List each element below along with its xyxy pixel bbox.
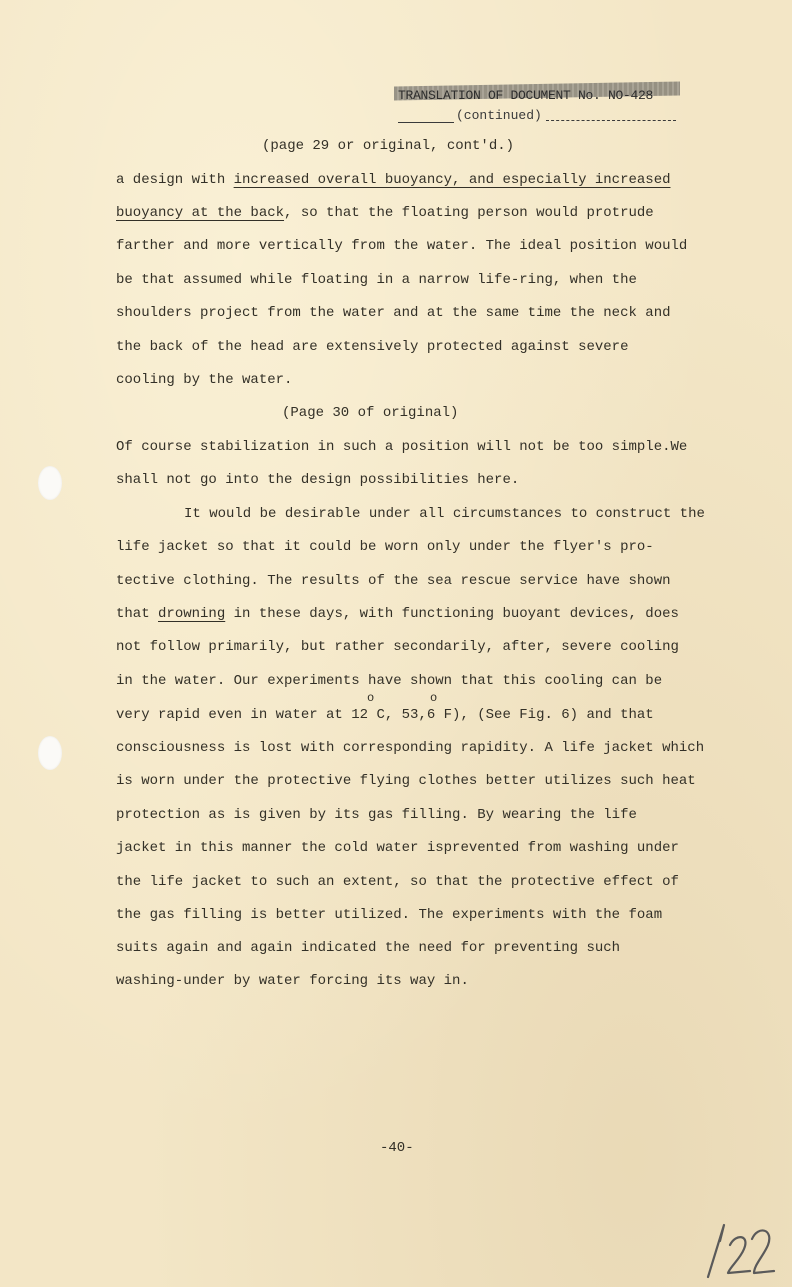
text-line-3: [116, 205, 654, 221]
text-segment: a design with: [116, 172, 234, 188]
text-segment: that: [116, 606, 159, 622]
text-line-24: the gas filling is better utilized. The experiments with the foam: [116, 907, 663, 923]
text-line-22: jacket in this manner the cold water isprevented from washing under: [116, 840, 679, 856]
page-reference-30: (Page 30 of original): [282, 405, 459, 421]
text-line-19: consciousness is lost with corresponding rapidity. A life jacket which: [116, 740, 705, 756]
stamp-continued: (continued): [456, 108, 542, 123]
degree-mark-celsius: o: [367, 691, 375, 705]
text-line-25: suits again and again indicated the need for preventing such: [116, 940, 621, 956]
text-line-18: very rapid even in water at 12 C, 53,6 F), (See Fig. 6) and that: [116, 707, 654, 723]
text-line-7: the back of the head are extensively protected against severe: [116, 339, 629, 355]
text-line-23: the life jacket to such an extent, so that the protective effect of: [116, 874, 679, 890]
text-line-15: [116, 606, 679, 622]
text-line-21: protection as is given by its gas filling. By wearing the life: [116, 807, 637, 823]
text-line-5: be that assumed while floating in a narrow life-ring, when the: [116, 272, 637, 288]
handwritten-page-number: [700, 1215, 780, 1281]
page-reference-29: (page 29 or original, cont'd.): [262, 138, 515, 154]
underlined-phrase: buoyancy at the back: [116, 205, 285, 221]
text-line-13: life jacket so that it could be worn only under the flyer's pro-: [116, 539, 654, 555]
text-line-4: farther and more vertically from the water. The ideal position would: [116, 238, 688, 254]
degree-mark-fahrenheit: o: [430, 691, 438, 705]
text-line-2: [116, 172, 671, 188]
stamp-rule-left: [398, 122, 454, 123]
text-line-6: shoulders project from the water and at the same time the neck and: [116, 305, 671, 321]
text-line-10: Of course stabilization in such a position will not be too simple.We: [116, 439, 688, 455]
text-line-16: not follow primarily, but rather secondarily, after, severe cooling: [116, 639, 679, 655]
text-line-8: cooling by the water.: [116, 372, 293, 388]
translation-stamp: [394, 84, 684, 132]
stamp-title: TRANSLATION OF DOCUMENT No. NO-428: [398, 88, 654, 103]
underlined-word: drowning: [158, 606, 226, 622]
text-line-26: washing-under by water forcing its way in.: [116, 973, 469, 989]
text-line-11: shall not go into the design possibilities here.: [116, 472, 520, 488]
text-segment: , so that the floating person would protrude: [284, 205, 654, 221]
punch-hole-upper: [38, 466, 62, 500]
page-number: -40-: [380, 1140, 414, 1156]
text-line-17: in the water. Our experiments have shown that this cooling can be: [116, 673, 663, 689]
underlined-phrase: increased overall buoyancy, and especially increased: [233, 172, 671, 188]
text-line-20: is worn under the protective flying clothes better utilizes such heat: [116, 773, 696, 789]
text-line-12: It would be desirable under all circumstances to construct the: [184, 506, 705, 522]
text-segment: in these days, with functioning buoyant devices, does: [225, 606, 679, 622]
text-line-14: tective clothing. The results of the sea rescue service have shown: [116, 573, 671, 589]
stamp-rule-right: [546, 120, 676, 121]
punch-hole-lower: [38, 736, 62, 770]
